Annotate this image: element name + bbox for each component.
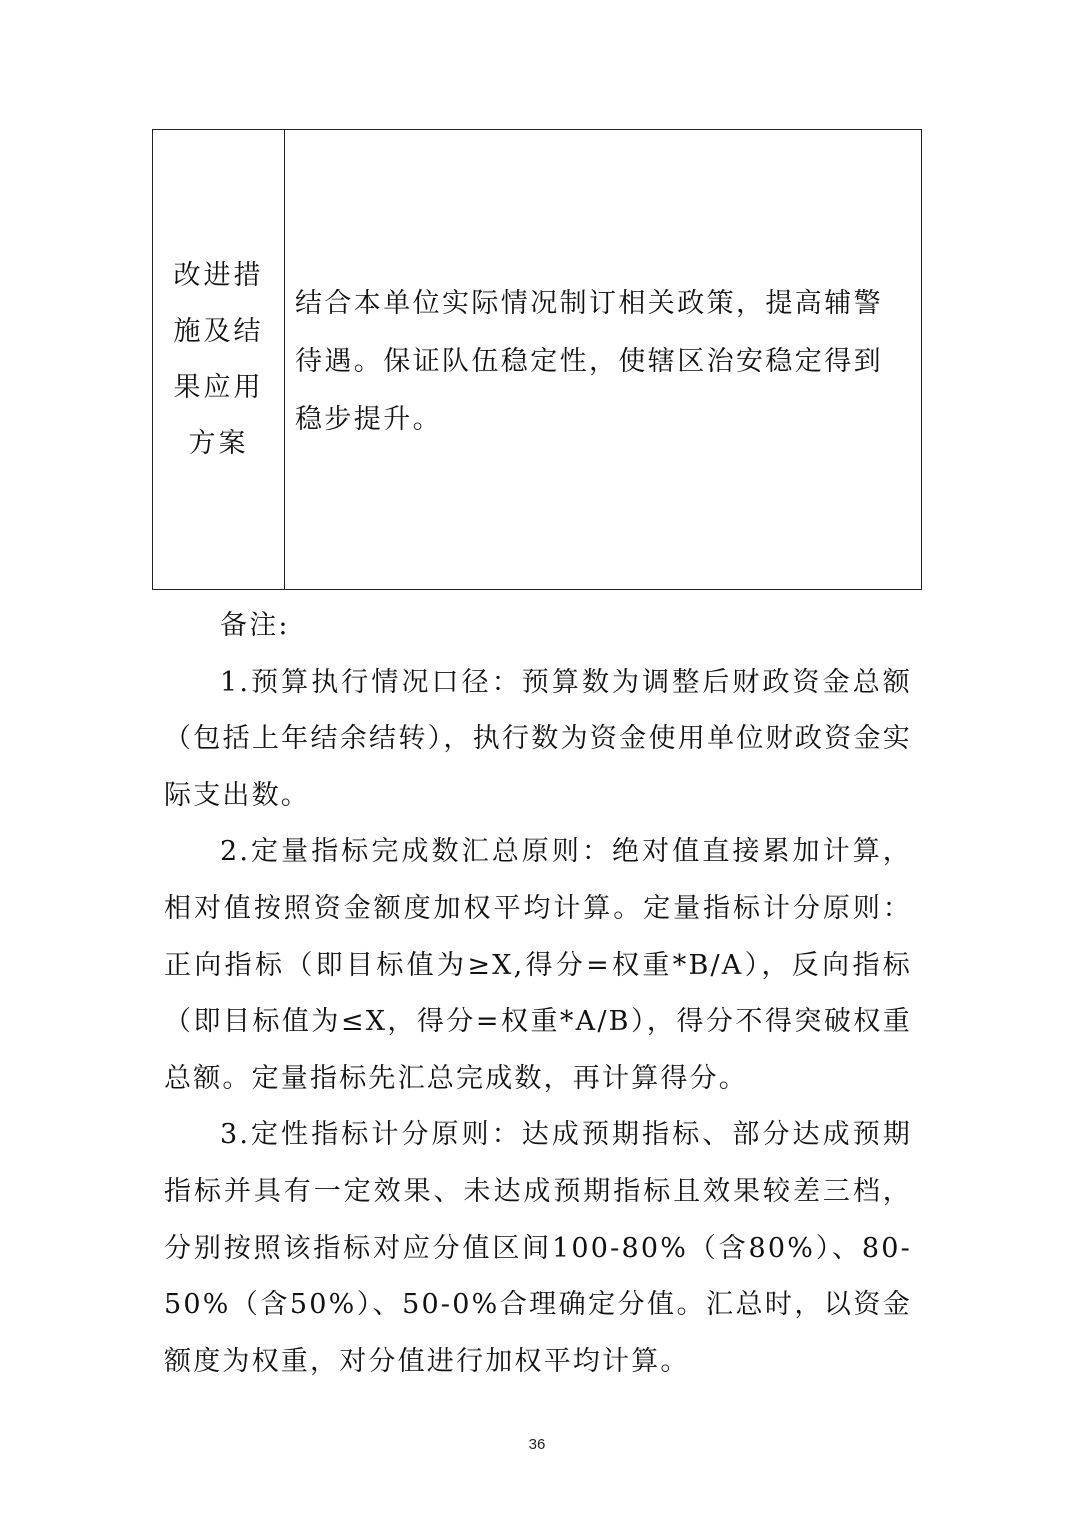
improvement-measures-table	[152, 129, 922, 590]
page-number: 36	[528, 1436, 546, 1453]
note-item: 1.预算执行情况口径：预算数为调整后财政资金总额（包括上年结余结转），执行数为资金使用单位财政资金实际支出数。	[164, 666, 912, 811]
notes-section	[164, 598, 912, 1390]
row-label-line: 施及结	[173, 315, 264, 347]
note-item: 2.定量指标完成数汇总原则：绝对值直接累加计算，相对值按照资金额度加权平均计算。定量指标计分原则：正向指标（即目标值为≥X,得分=权重*B/A），反向指标（即目标值为≤X，得分=权重*A/B），得分不得突破权重总额。定量指标先汇总完成数，再计算得分。	[164, 836, 912, 1094]
row-label	[173, 248, 265, 472]
row-label-line: 改进措	[173, 259, 264, 291]
notes-heading: 备注:	[220, 610, 290, 641]
row-label-line: 方案	[188, 427, 249, 459]
row-label-line: 果应用	[173, 371, 264, 403]
note-item: 3.定性指标计分原则：达成预期指标、部分达成预期指标并具有一定效果、未达成预期指标且效果较差三档，分别按照该指标对应分值区间100-80%（含80%）、80-50%（含50%）、50-0%合理确定分值。汇总时，以资金额度为权重，对分值进行加权平均计算。	[164, 1119, 912, 1377]
row-content-text: 结合本单位实际情况制订相关政策，提高辅警待遇。保证队伍稳定性，使辖区治安稳定得到稳步提升。	[295, 287, 883, 435]
row-label-cell	[153, 130, 285, 589]
row-content-cell	[285, 130, 921, 589]
